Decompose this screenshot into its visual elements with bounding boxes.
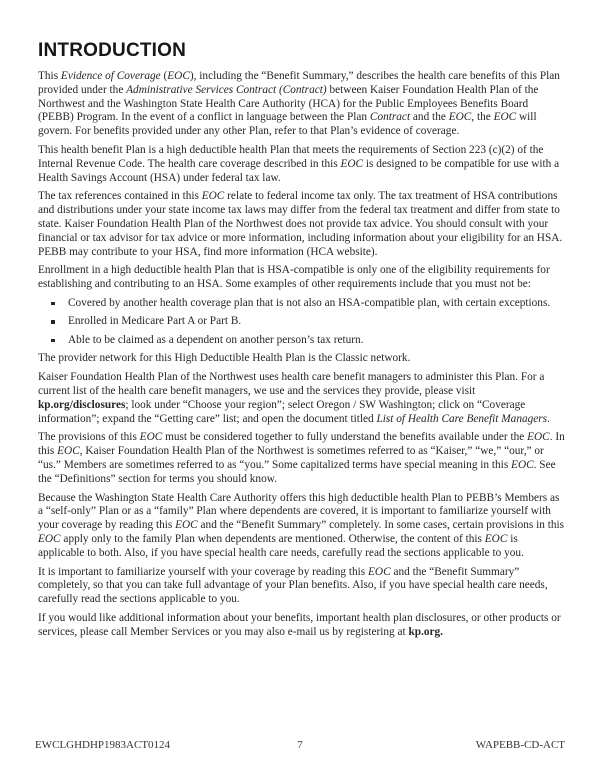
bold-text: kp.org. bbox=[408, 625, 444, 638]
text-run: This bbox=[38, 70, 61, 82]
paragraph bbox=[38, 371, 566, 426]
italic-text: List of Health Care Benefit Managers bbox=[376, 412, 548, 425]
text-run: ), including the “Benefit Summary,” describes the health care benefits of this Plan provided under the bbox=[38, 70, 560, 96]
paragraph bbox=[38, 612, 566, 640]
text-run: , the bbox=[471, 111, 494, 124]
bullet-item bbox=[38, 334, 566, 348]
text-run: . See the “Definitions” section for terms you should know. bbox=[38, 458, 556, 485]
text-run: This health benefit Plan is a high deductible health Plan that meets the requirements of Section 223 (c)(2) of the Internal Revenue Code. The health care coverage described in this bbox=[38, 143, 544, 170]
italic-text: EOC bbox=[139, 431, 163, 444]
text-run: Enrolled in Medicare Part A or Part B. bbox=[68, 315, 242, 328]
text-run: between Kaiser Foundation Health Plan of the Northwest and the Washington State Health Care Authority (HCA) for the Public Employees Benefits Board (PEBB) Program. In the event of a conflict in language between the Plan bbox=[38, 83, 539, 124]
text-run: , Kaiser Foundation Health Plan of the Northwest is sometimes referred to as “Kaiser,” “we,” “our,” or “us.” Members are sometimes referred to as “you.” Some capitalized terms have special meaning in this bbox=[38, 445, 544, 471]
text-run: will govern. For benefits provided under any other Plan, refer to that Plan’s evidence of coverage. bbox=[38, 111, 537, 138]
document-content bbox=[38, 40, 566, 644]
text-run: must be considered together to fully understand the benefits available under the bbox=[162, 431, 528, 444]
text-run: and the “Benefit Summary” completely, so that you can take full advantage of your Plan benefits. Also, if you have special health care needs, carefully read the sections applicable to you. bbox=[38, 565, 548, 606]
paragraph bbox=[38, 264, 566, 292]
italic-text: EOC bbox=[484, 532, 508, 545]
document-body bbox=[38, 70, 566, 639]
italic-text: EOC bbox=[167, 70, 190, 82]
text-run: . bbox=[547, 412, 550, 425]
italic-text: Administrative Services Contract (Contract) bbox=[126, 83, 327, 96]
italic-text: EOC bbox=[57, 445, 80, 458]
paragraph bbox=[38, 492, 566, 561]
text-run: and the “Benefit Summary” completely. In some cases, certain provisions in this bbox=[197, 519, 565, 532]
italic-text: EOC bbox=[340, 157, 364, 170]
italic-text: EOC bbox=[527, 431, 550, 444]
bullet-marker-icon bbox=[51, 320, 55, 324]
paragraph bbox=[38, 190, 566, 259]
bullet-marker-icon bbox=[51, 339, 55, 343]
text-run: ; look under “Choose your region”; select Oregon / SW Washington; click on “Coverage information”; expand the “Getting care” list; and open the document titled bbox=[38, 398, 526, 425]
bullet-item bbox=[38, 297, 566, 311]
italic-text: EOC bbox=[493, 111, 517, 124]
italic-text: EOC bbox=[201, 190, 225, 203]
italic-text: EOC bbox=[38, 532, 61, 545]
page-footer bbox=[35, 739, 565, 751]
text-run: Because the Washington State Health Care Authority offers this high deductible health Plan to PEBB’s Members as a “self-only” Plan or as a “family” Plan where dependents are covered, it is important to familiarize yourself with your coverage by reading this bbox=[38, 491, 560, 532]
text-run: is applicable to both. Also, if you have special health care needs, carefully read the sections applicable to you. bbox=[38, 532, 524, 559]
paragraph bbox=[38, 566, 566, 607]
paragraph bbox=[38, 352, 566, 366]
bullet-text bbox=[68, 315, 241, 327]
bullet-marker-icon bbox=[51, 302, 55, 306]
italic-text: Contract bbox=[369, 111, 411, 124]
text-run: ( bbox=[160, 70, 168, 82]
italic-text: EOC bbox=[175, 519, 198, 532]
text-run: If you would like additional information about your benefits, important health plan disclosures, or other products or services, please call Member Services or you may also e-mail us by registering at bbox=[38, 611, 561, 638]
italic-text: Evidence of Coverage bbox=[60, 70, 161, 82]
italic-text: EOC bbox=[511, 458, 534, 471]
page-title: INTRODUCTION bbox=[38, 40, 187, 61]
footer-document-code: EWCLGHDHP1983ACT0124 bbox=[35, 739, 171, 751]
text-run: relate to federal income tax only. The tax treatment of HSA contributions and distributions under your state income tax laws may differ from the federal tax treatment and differ from state to state. Kaiser Foundation Health Plan of the Northwest does not provide tax advice. You should consult with your financial or tax advisor for tax advice or more information, including information about your eligibility for an HSA. PEBB may contribute to your HSA, find more information (HCA website). bbox=[38, 190, 563, 258]
bullet-list bbox=[38, 297, 566, 347]
footer-plan-code: WAPEBB-CD-ACT bbox=[475, 739, 566, 751]
text-run: Covered by another health coverage plan that is not also an HSA-compatible plan, with certain exceptions. bbox=[68, 296, 551, 309]
italic-text: EOC bbox=[448, 111, 472, 124]
text-run: Able to be claimed as a dependent on another person’s tax return. bbox=[68, 333, 364, 346]
text-run: is designed to be compatible for use with a Health Savings Account (HSA) under federal tax law. bbox=[38, 157, 560, 184]
text-run: . In this bbox=[38, 431, 565, 458]
bullet-text bbox=[68, 297, 550, 309]
text-run: and the bbox=[410, 111, 449, 124]
italic-text: EOC bbox=[368, 565, 391, 578]
paragraph bbox=[38, 144, 566, 185]
paragraph bbox=[38, 431, 566, 486]
text-run: Enrollment in a high deductible health Plan that is HSA-compatible is only one of the eligibility requirements for establishing and contributing to an HSA. Some examples of other requirements include that you must not be: bbox=[38, 264, 550, 291]
text-run: Kaiser Foundation Health Plan of the Northwest uses health care benefit managers to administer this Plan. For a current list of the health care benefit managers, we use and the services they provide, please visit bbox=[38, 371, 545, 397]
text-run: The provisions of this bbox=[38, 431, 140, 444]
text-run: apply only to the family Plan when dependents are mentioned. Otherwise, the content of this bbox=[60, 532, 485, 545]
text-run: The tax references contained in this bbox=[38, 190, 202, 203]
bold-text: kp.org/disclosures bbox=[38, 398, 126, 411]
text-run: The provider network for this High Deductible Health Plan is the Classic network. bbox=[38, 352, 411, 365]
footer-page-number: 7 bbox=[297, 739, 303, 751]
text-run: It is important to familiarize yourself with your coverage by reading this bbox=[38, 565, 369, 578]
paragraph bbox=[38, 70, 566, 139]
bullet-text bbox=[68, 334, 364, 346]
bullet-item bbox=[38, 315, 566, 329]
